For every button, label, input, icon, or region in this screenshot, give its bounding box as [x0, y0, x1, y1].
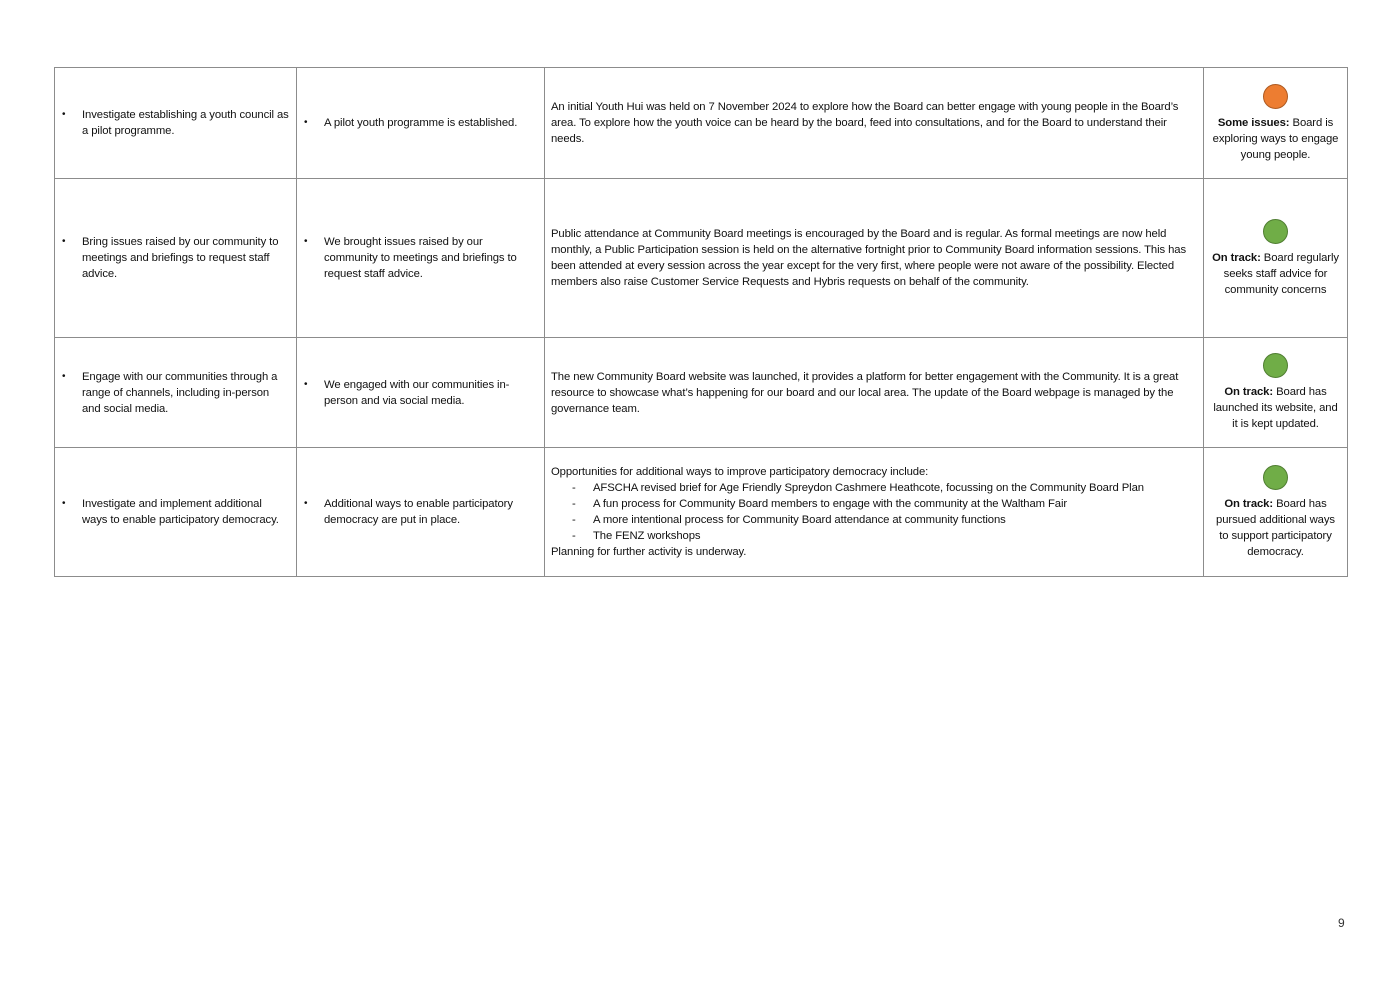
status-label: Some issues:: [1217, 116, 1290, 129]
progress-text: An initial Youth Hui was held on 7 November 2024 to explore how the Board can better engage with young people in the Board’s area. To explore how the youth voice can be heard by the board, feed into consultations, and for the Board to understand their needs.: [551, 101, 1179, 145]
status-label: On track:: [1224, 386, 1274, 398]
dash-icon: -: [572, 530, 576, 542]
objective-text: Investigate establishing a youth council as a pilot programme.: [82, 109, 289, 137]
objective-cell: [55, 448, 297, 577]
dash-icon: -: [572, 498, 576, 510]
progress-intro: Opportunities for additional ways to improve participatory democracy include:: [551, 466, 929, 478]
bullet-icon: •: [62, 109, 66, 120]
table-row: [55, 448, 1348, 577]
progress-text: Public attendance at Community Board meetings is encouraged by the Board and is regular. As formal meetings are now held monthly, a Public Participation session is held on the alternative fortnight prior to Community Board information sessions. This has been attended at every session across the year except for the very first, where people were not aware of the possibility. Elected members also raise Customer Service Requests and Hybris requests on behalf of the community.: [551, 228, 1187, 288]
bullet-icon: •: [304, 117, 308, 128]
status-cell: [1204, 179, 1348, 338]
objective-text: Bring issues raised by our community to meetings and briefings to request staff advice.: [82, 236, 279, 280]
table-row: [55, 338, 1348, 448]
status-description: Board regularly seeks staff advice for community concerns: [1223, 251, 1339, 296]
bullet-icon: •: [62, 370, 66, 382]
objective-cell: [55, 68, 297, 179]
list-item: [551, 528, 1197, 544]
bullet-icon: •: [62, 236, 66, 247]
progress-cell: [545, 68, 1204, 179]
bullet-icon: •: [304, 236, 308, 247]
objective-text: Engage with our communities through a range of channels, including in-person and social media.: [82, 370, 278, 415]
measure-cell: [297, 338, 545, 448]
status-cell: [1204, 338, 1348, 448]
progress-outro: Planning for further activity is underway.: [551, 546, 747, 558]
progress-text: The new Community Board website was launched, it provides a platform for better engagement with the Community. It is a great resource to showcase what’s happening for our board and our local area. The update of the Board webpage is managed by the governance team.: [551, 370, 1179, 415]
status-description: Board has launched its website, and it is kept updated.: [1213, 386, 1338, 430]
measure-text: A pilot youth programme is established.: [324, 117, 518, 129]
list-item: [551, 512, 1197, 528]
objective-text: Investigate and implement additional ways to enable participatory democracy.: [82, 498, 279, 526]
status-cell: [1204, 448, 1348, 577]
list-item-text: A more intentional process for Community Board attendance at community functions: [593, 514, 1006, 526]
objective-cell: [55, 179, 297, 338]
list-item: [551, 480, 1197, 496]
list-item-text: The FENZ workshops: [593, 530, 701, 542]
progress-report-table: [54, 67, 1348, 577]
progress-list: [551, 480, 1197, 544]
status-cell: [1204, 68, 1348, 179]
table-row: [55, 68, 1348, 179]
status-label: On track:: [1212, 251, 1261, 264]
progress-cell: [545, 448, 1204, 577]
list-item-text: AFSCHA revised brief for Age Friendly Spreydon Cashmere Heathcote, focussing on the Community Board Plan: [593, 482, 1144, 494]
measure-cell: [297, 179, 545, 338]
measure-cell: [297, 68, 545, 179]
progress-cell: [545, 338, 1204, 448]
green-circle-icon: [1263, 219, 1288, 244]
measure-cell: [297, 448, 545, 577]
measure-text: Additional ways to enable participatory democracy are put in place.: [324, 498, 513, 526]
dash-icon: -: [572, 514, 576, 526]
status-label: On track:: [1224, 497, 1274, 510]
measure-text: We brought issues raised by our community to meetings and briefings to request staff advice.: [324, 236, 517, 280]
green-circle-icon: [1263, 353, 1288, 378]
bullet-icon: •: [304, 378, 308, 390]
status-description: Board is exploring ways to engage young people.: [1212, 116, 1339, 161]
dash-icon: -: [572, 482, 576, 494]
status-description: Board has pursued additional ways to support participatory democracy.: [1216, 497, 1335, 558]
bullet-icon: •: [304, 498, 308, 509]
list-item: [551, 496, 1197, 512]
progress-cell: [545, 179, 1204, 338]
page-number: 9: [1338, 916, 1345, 930]
measure-text: We engaged with our communities in-person and via social media.: [324, 378, 510, 407]
orange-circle-icon: [1263, 84, 1288, 109]
bullet-icon: •: [62, 498, 66, 509]
table-row: [55, 179, 1348, 338]
list-item-text: A fun process for Community Board members to engage with the community at the Waltham Fair: [593, 498, 1068, 510]
green-circle-icon: [1263, 465, 1288, 490]
objective-cell: [55, 338, 297, 448]
